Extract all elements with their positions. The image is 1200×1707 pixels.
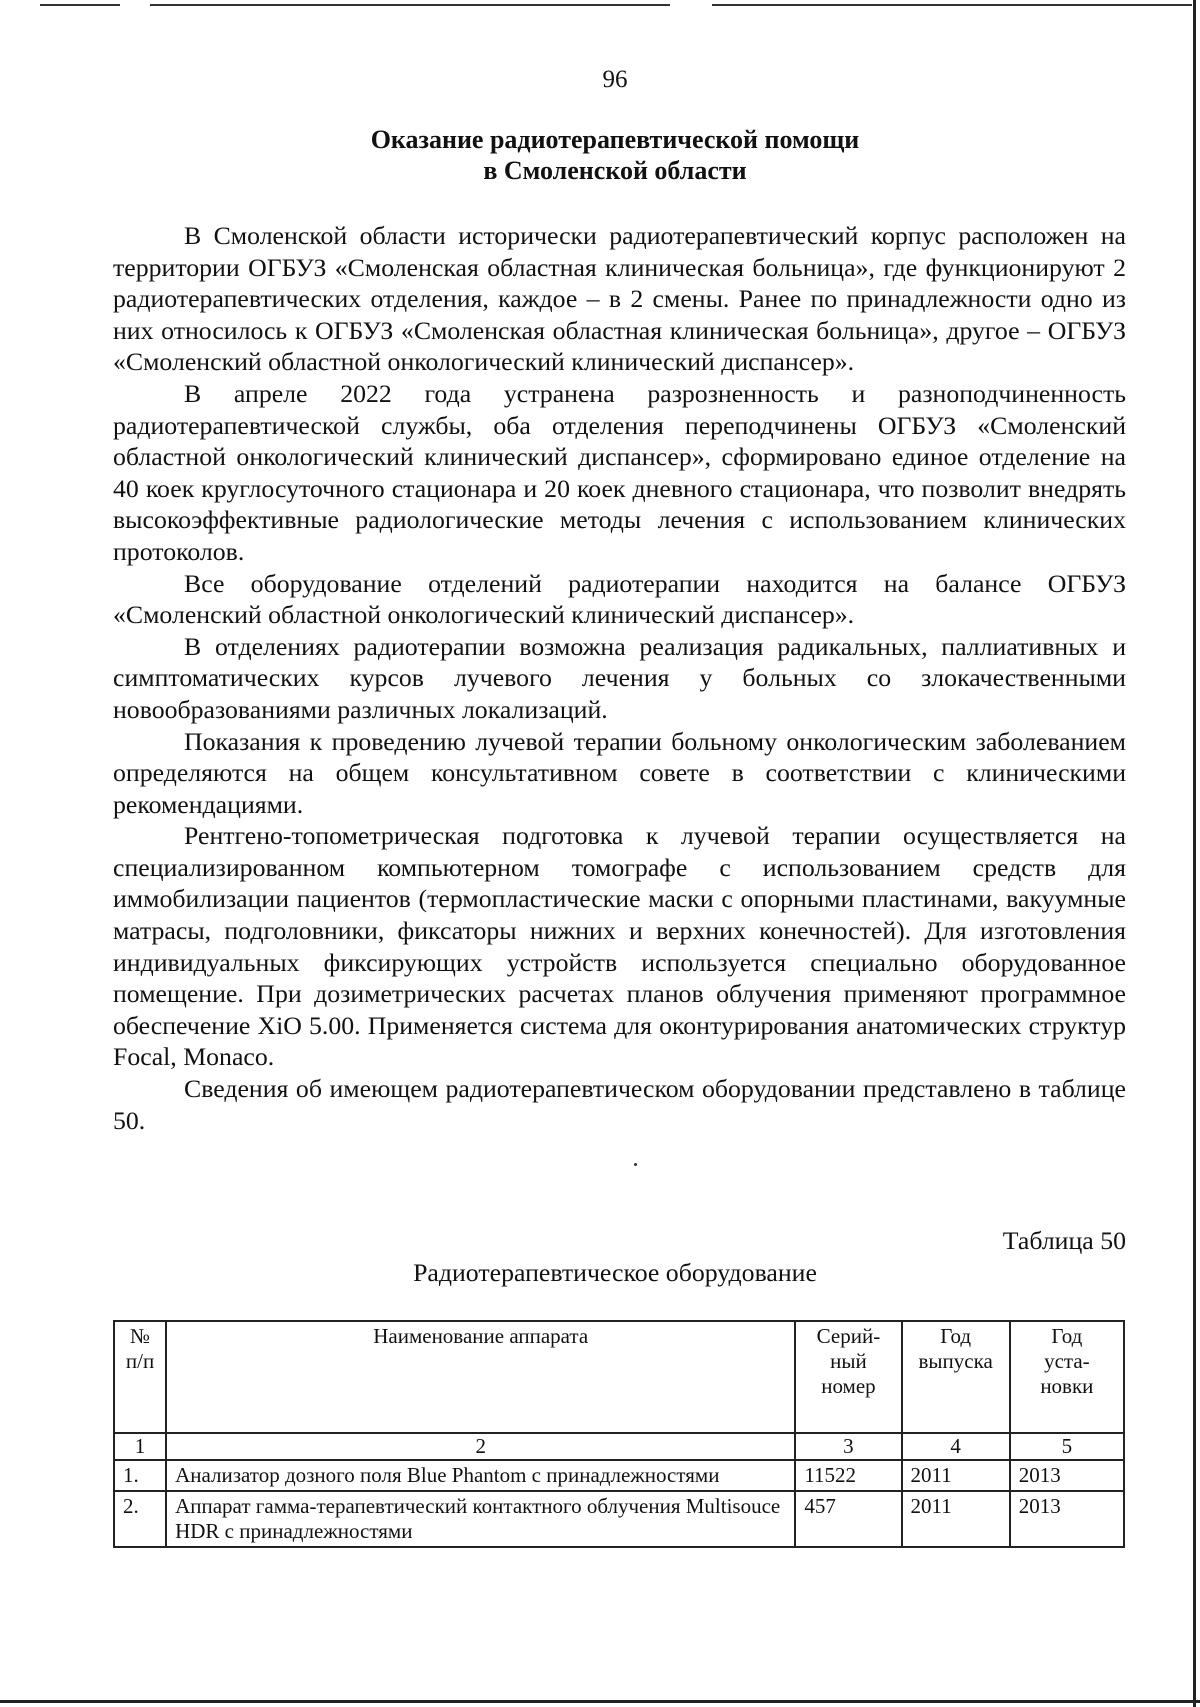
device-name: Аппарат гамма-терапевтический контактного облучения Multisouce HDR с принадлежностями [166,1491,795,1547]
serial-number: 457 [795,1491,901,1547]
paragraph: В Смоленской области исторически радиотерапевтический корпус расположен на территории ОГБУЗ «Смоленская областная клиническая больница», где функционируют 2 радиотерапевтических отделения, каждое – в 2 смены. Ранее по принадлежности одно из них относилось к ОГБУЗ «Смоленская областная клиническая больница», другое – ОГБУЗ «Смоленский областной онкологический клинический диспансер». [113,221,1126,377]
column-number: 5 [1010,1433,1124,1460]
column-number: 2 [166,1433,795,1460]
column-number-row [114,1433,1124,1460]
column-number: 4 [902,1433,1010,1460]
table-caption: Радиотерапевтическое оборудование [413,1258,817,1287]
year-installed: 2013 [1010,1460,1124,1491]
header-number: № п/п [114,1321,166,1433]
year-made: 2011 [902,1460,1010,1491]
paragraph: Показания к проведению лучевой терапии больному онкологическим заболеванием определяются на общем консультативном совете в соответствии с клиническими рекомендациями. [113,726,1126,819]
year-made: 2011 [902,1491,1010,1547]
header-device-name: Наименование аппарата [166,1321,795,1433]
serial-number: 11522 [795,1460,901,1491]
table-row [114,1491,1124,1547]
paragraph: В отделениях радиотерапии возможна реализация радикальных, паллиативных и симптоматических курсов лучевого лечения у больных со злокачественными новообразованиями различных локализаций. [113,631,1126,724]
column-number: 3 [795,1433,901,1460]
device-name: Анализатор дозного поля Blue Phantom с принадлежностями [166,1460,795,1491]
header-year-installed: Год уста- новки [1010,1321,1124,1433]
paragraph: Сведения об имеющем радиотерапевтическом оборудовании представлено в таблице 50. [113,1074,1126,1135]
table-header-row [114,1321,1124,1433]
paragraph: Рентгено-топометрическая подготовка к лучевой терапии осуществляется на специализированном компьютерном томографе с использованием средств для иммобилизации пациентов (термопластические маски с опорными пластинами, вакуумные матрасы, подголовники, фиксаторы нижних и верхних конечностей). Для изготовления индивидуальных фиксирующих устройств используется специально оборудованное помещение. При дозиметрических расчетах планов облучения применяют программное обеспечение XiO 5.00. Применяется система для оконтурирования анатомических структур Focal, Monaco. [113,821,1126,1072]
paragraph: Все оборудование отделений радиотерапии находится на балансе ОГБУЗ «Смоленский областной онкологический клинический диспансер». [113,568,1126,630]
scan-top-rule [712,4,1192,6]
page-number: 96 [602,66,628,93]
row-number: 2. [114,1491,166,1547]
scan-top-rule [40,4,120,6]
equipment-table [113,1320,1125,1548]
header-year-made: Год выпуска [902,1321,1010,1433]
title-line-1: Оказание радиотерапевтической помощи [370,125,860,154]
row-number: 1. [114,1460,166,1491]
paragraph: В апреле 2022 года устранена разрозненность и разноподчиненность радиотерапевтической службы, оба отделения переподчинены ОГБУЗ «Смоленский областной онкологический клинический диспансер», сформировано единое отделение на 40 коек круглосуточного стационара и 20 коек дневного стационара, что позволит внедрять высокоэффективные радиологические методы лечения с использованием клинических протоколов. [113,378,1126,566]
title-line-2: в Смоленской области [483,156,747,185]
scan-top-rule [150,4,670,6]
table-row [114,1460,1124,1491]
scan-speck [634,1163,637,1166]
table-label: Таблица 50 [1002,1226,1126,1255]
body-text [113,220,1126,1136]
header-serial: Серий- ный номер [795,1321,901,1433]
scan-right-edge [1193,0,1196,1707]
page-title [300,124,930,186]
column-number: 1 [114,1433,166,1460]
scan-bottom-edge [0,1700,1200,1703]
year-installed: 2013 [1010,1491,1124,1547]
